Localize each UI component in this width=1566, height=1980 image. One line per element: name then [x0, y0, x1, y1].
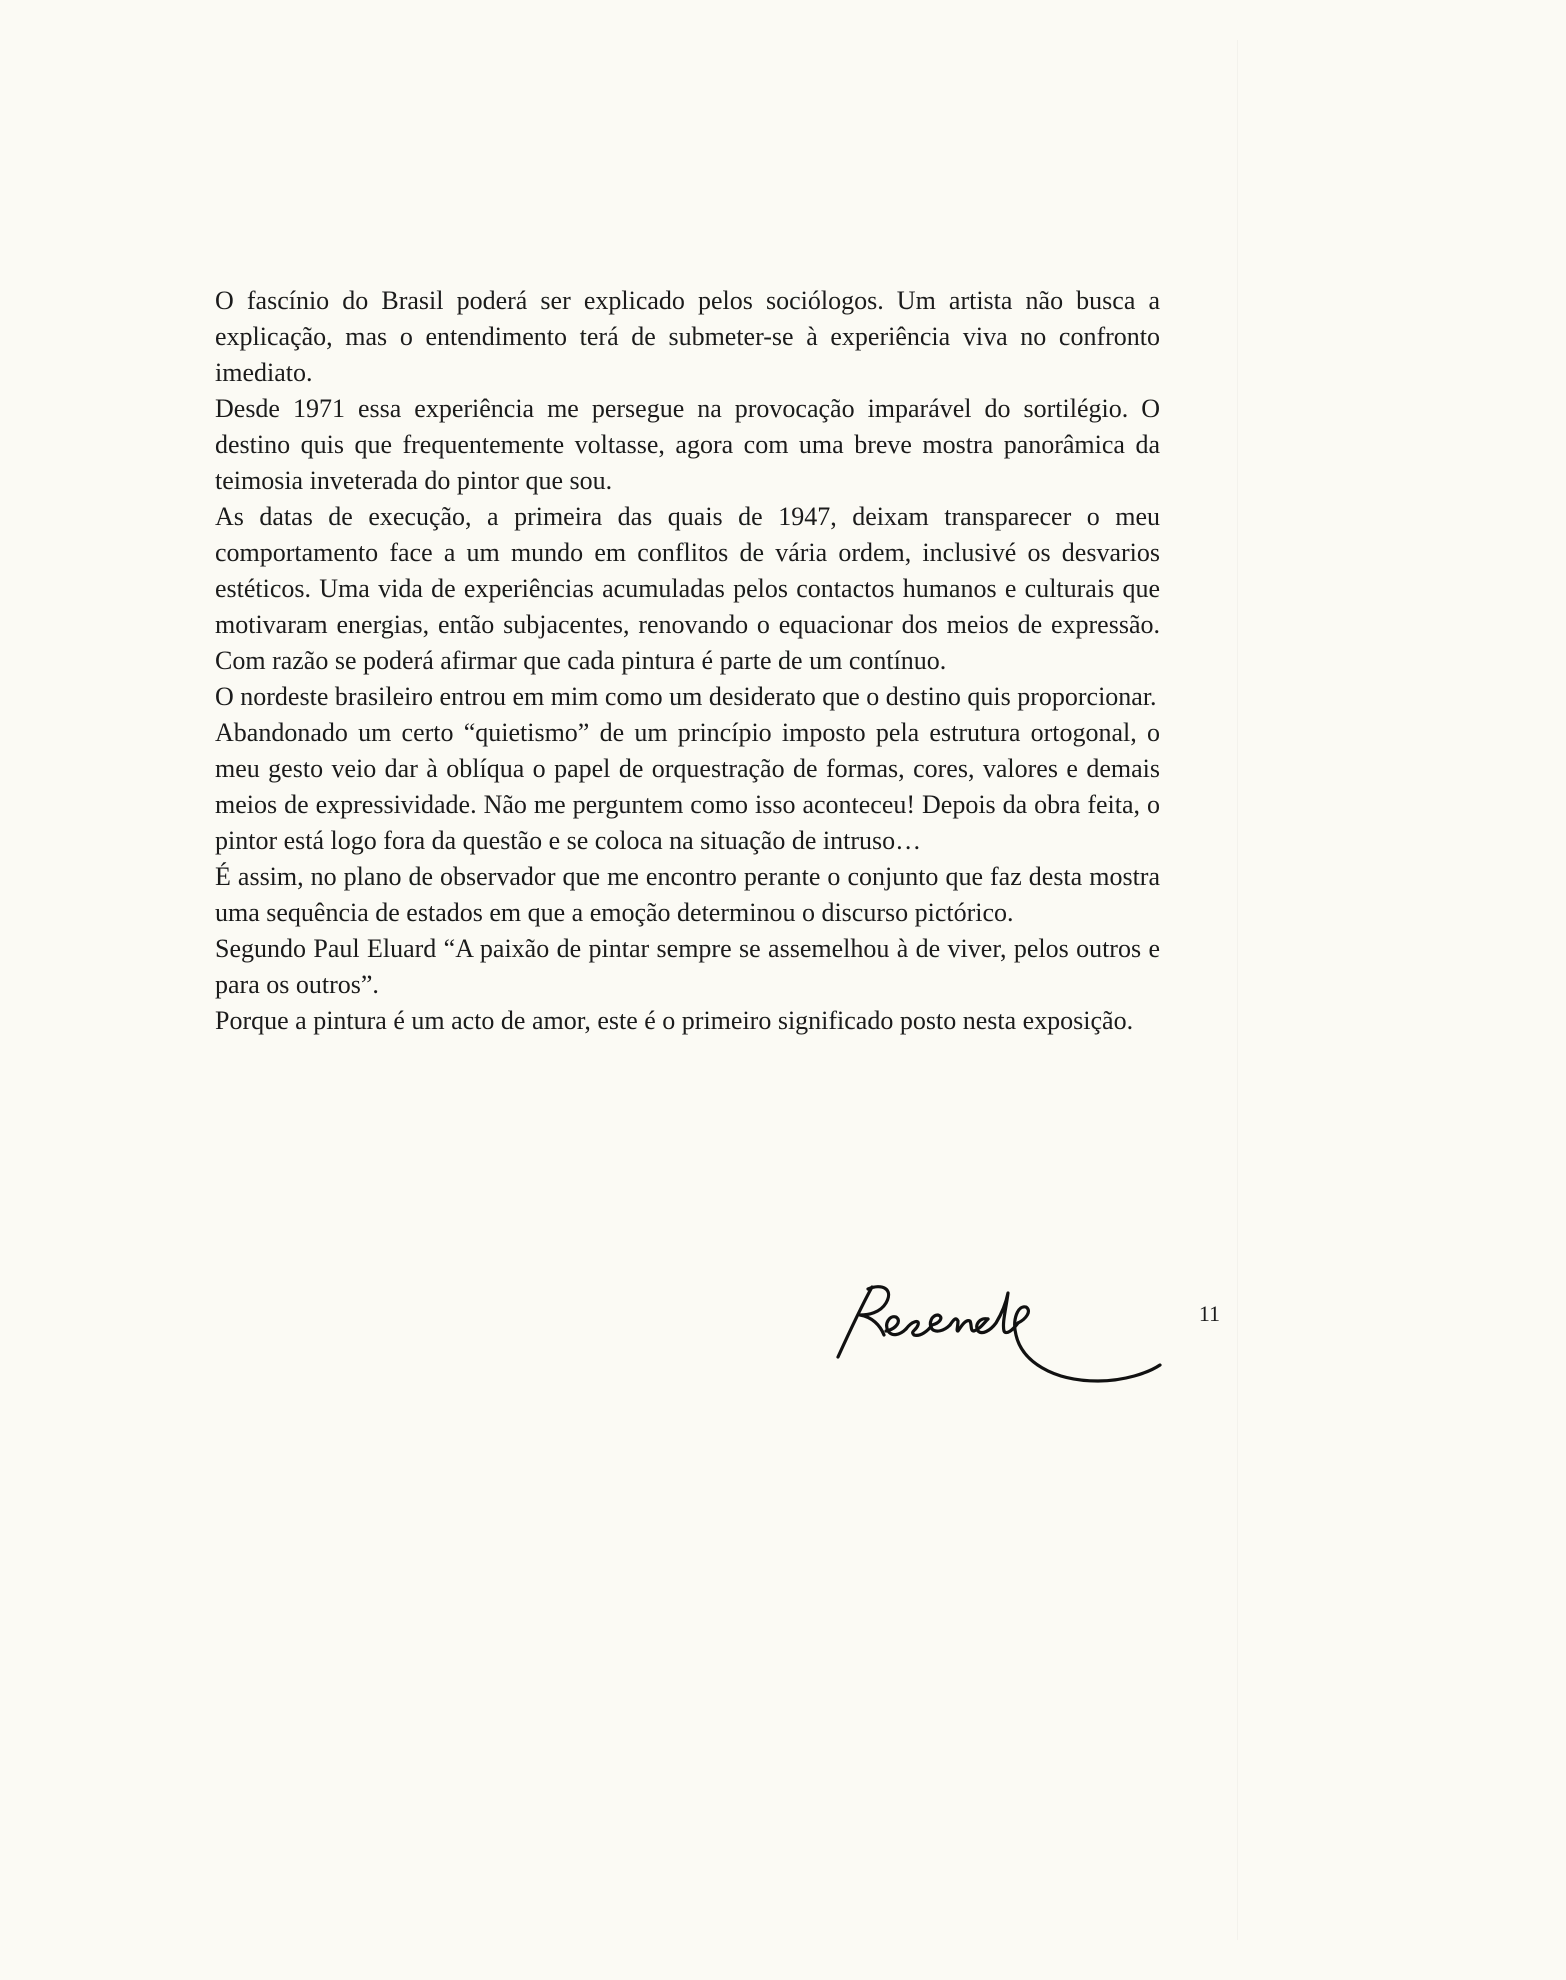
page-edge-line — [1237, 40, 1238, 1940]
paragraph-1: O fascínio do Brasil poderá ser explicado pelos sociólogos. Um artista não busca a explicação, mas o entendimento terá de submeter-se à experiência viva no confronto imediato. — [215, 286, 1160, 387]
paragraph-8: Porque a pintura é um acto de amor, este é o primeiro significado posto nesta exposição. — [215, 1006, 1134, 1035]
paragraph-2: Desde 1971 essa experiência me persegue na provocação imparável do sortilégio. O destino quis que frequentemente voltasse, agora com uma breve mostra panorâmica da teimosia inveterada do pintor que sou. — [215, 394, 1160, 495]
page-number-container — [1190, 1300, 1220, 1328]
paragraph-5: Abandonado um certo “quietismo” de um princípio imposto pela estrutura ortogonal, o meu gesto veio dar à oblíqua o papel de orquestração de formas, cores, valores e demais meios de expressividade. Não me perguntem como isso aconteceu! Depois da obra feita, o pintor está logo fora da questão e se coloca na situação de intruso… — [215, 718, 1160, 855]
handwritten-signature — [820, 1265, 1165, 1410]
page-number: 11 — [1198, 1301, 1220, 1326]
paragraph-6: É assim, no plano de observador que me encontro perante o conjunto que faz desta mostra uma sequência de estados em que a emoção determinou o discurso pictórico. — [215, 862, 1160, 927]
paragraph-4: O nordeste brasileiro entrou em mim como um desiderato que o destino quis proporcionar. — [215, 682, 1157, 711]
body-text — [215, 283, 1160, 1039]
paragraph-3: As datas de execução, a primeira das quais de 1947, deixam transparecer o meu comportamento face a um mundo em conflitos de vária ordem, inclusivé os desvarios estéticos. Uma vida de experiências acumuladas pelos contactos humanos e culturais que motivaram energias, então subjacentes, renovando o equacionar dos meios de expressão. Com razão se poderá afirmar que cada pintura é parte de um contínuo. — [215, 502, 1160, 675]
paragraph-7: Segundo Paul Eluard “A paixão de pintar sempre se assemelhou à de viver, pelos outros e para os outros”. — [215, 934, 1160, 999]
